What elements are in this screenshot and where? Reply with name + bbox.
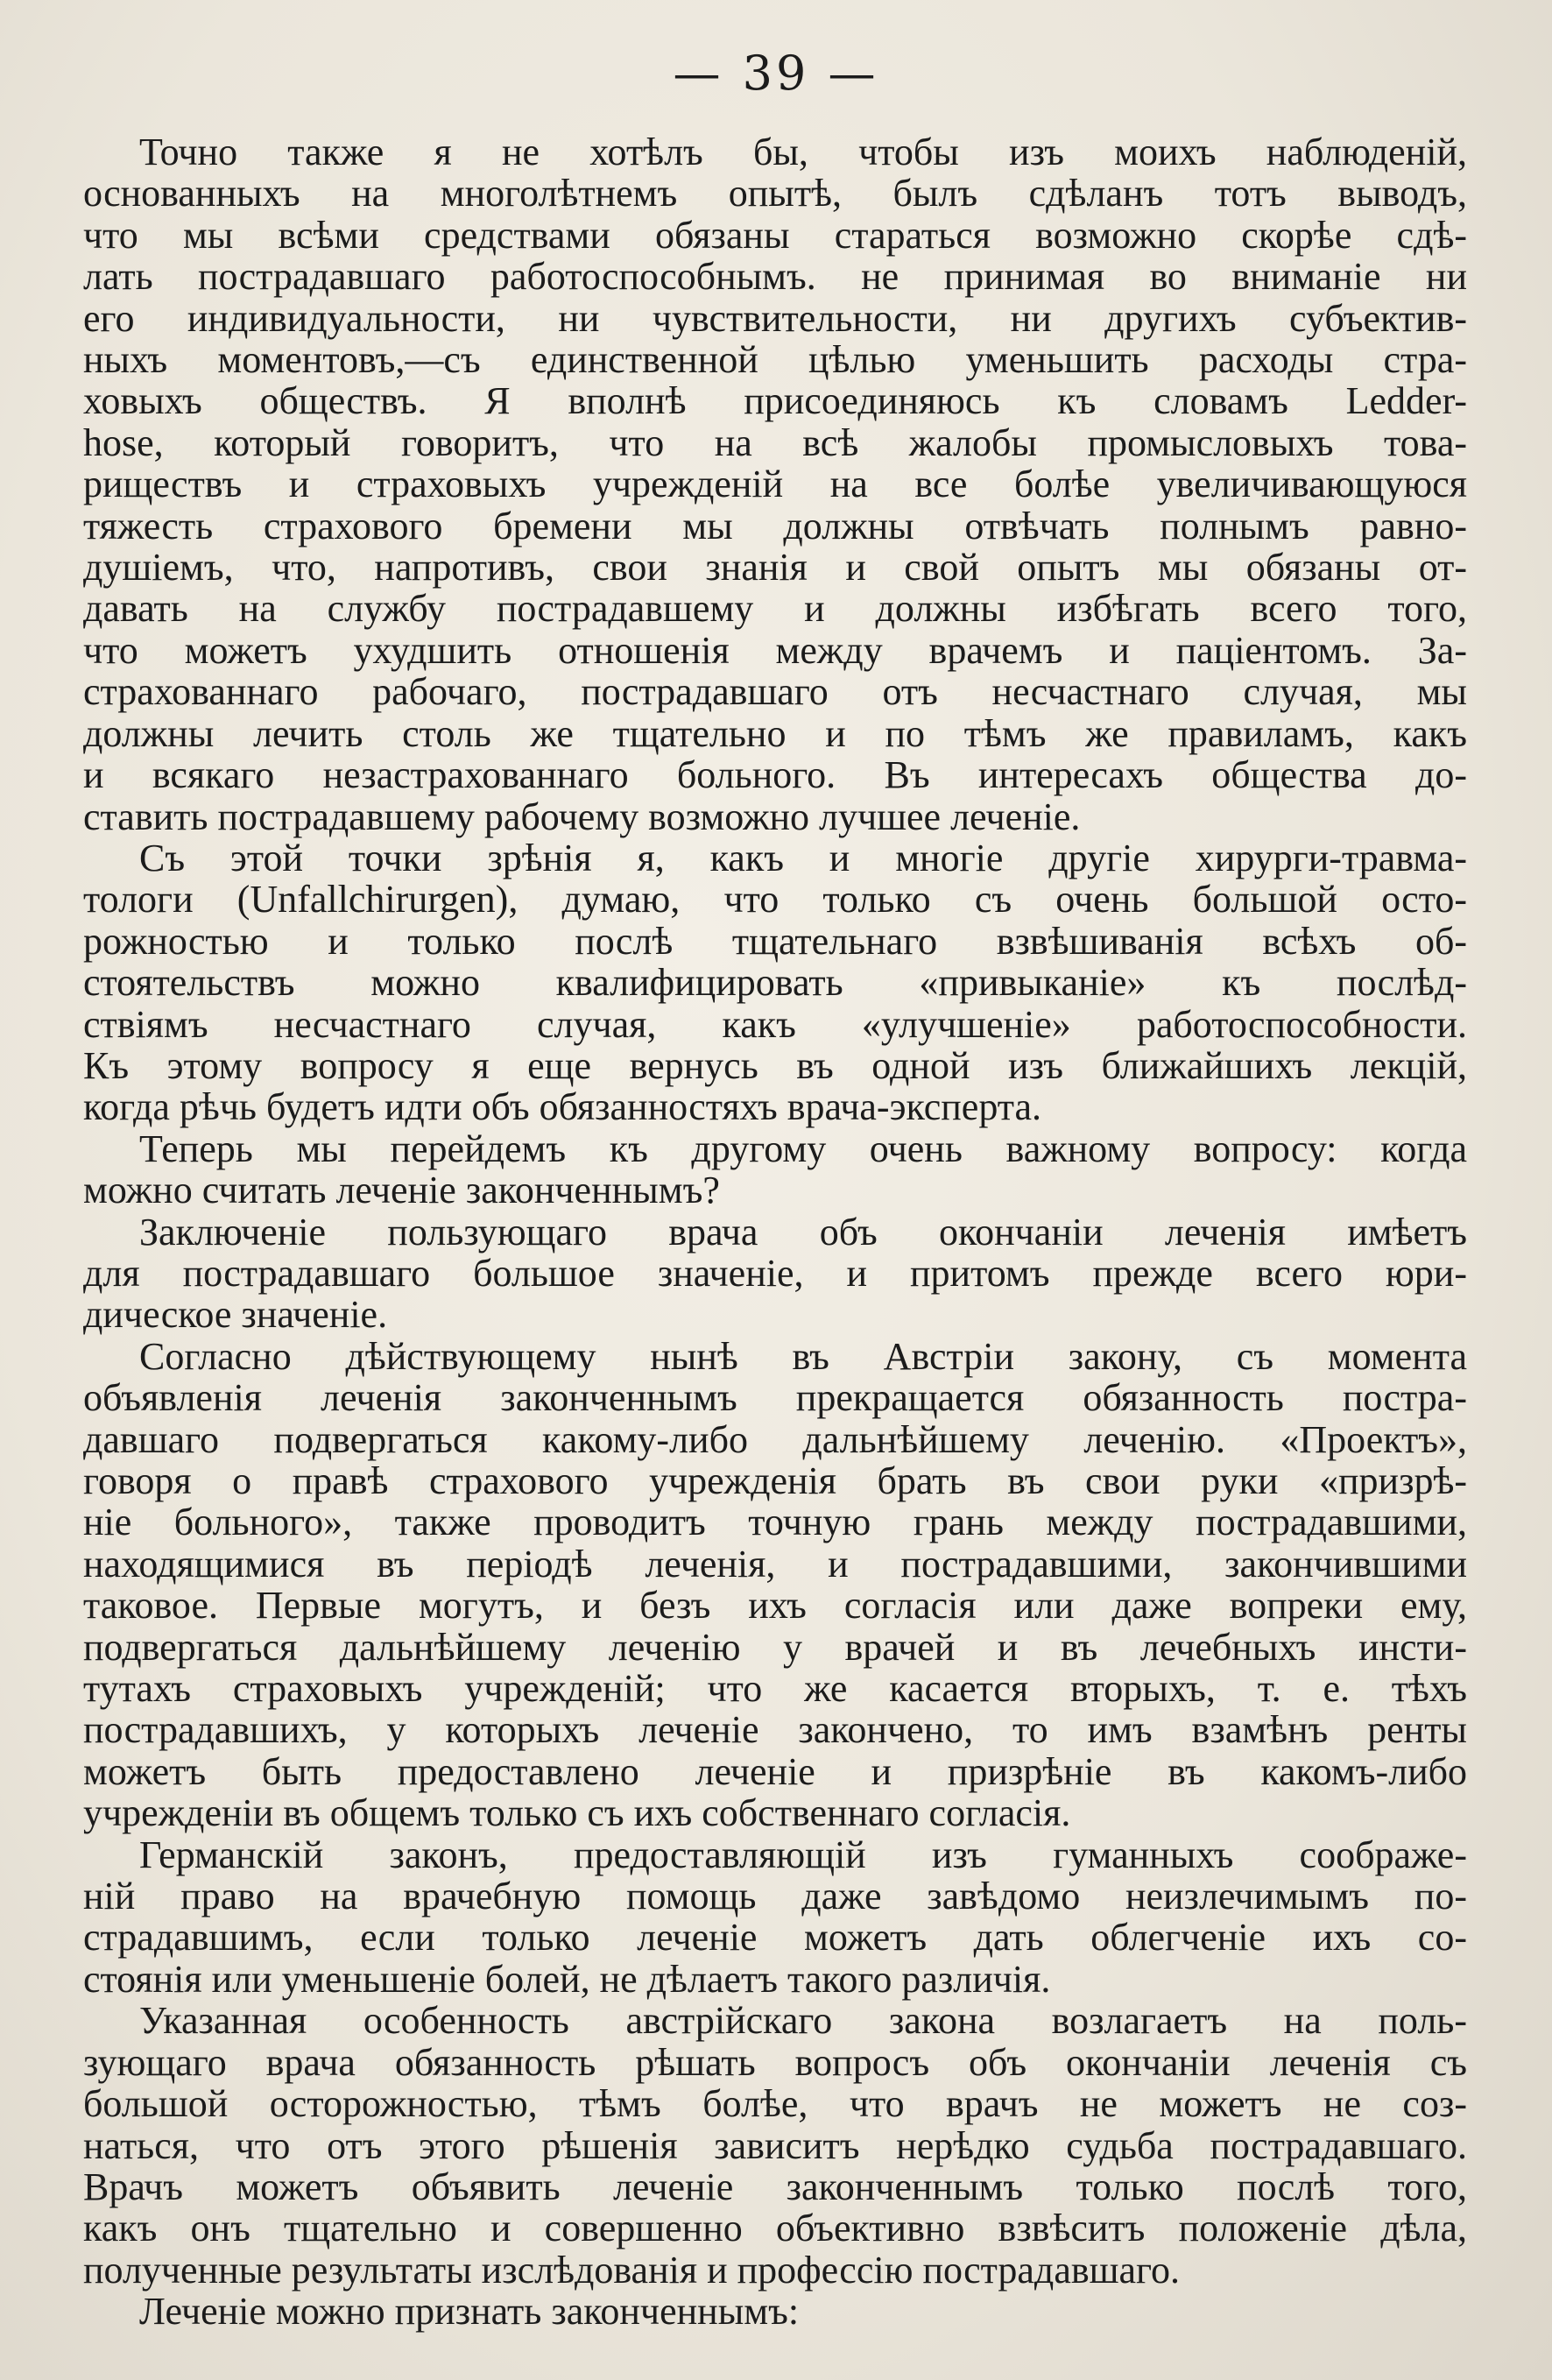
text-line: что мы всѣми средствами обязаны стараться возможно скорѣе сдѣ- — [83, 213, 1467, 257]
text-line: объявленія леченія законченнымъ прекращается обязанность постра- — [83, 1376, 1467, 1420]
text-line: можно считать леченіе законченнымъ? — [83, 1169, 720, 1212]
text-line: страдавшимъ, если только леченіе можетъ дать облегченіе ихъ со- — [83, 1916, 1467, 1960]
text-line: Германскій законъ, предоставляющій изъ гуманныхъ соображе- — [139, 1833, 1467, 1876]
paragraph-p3 — [83, 1128, 1467, 1211]
text-line: тологи (Unfallchirurgen), думаю, что только съ очень большой осто- — [83, 878, 1467, 922]
body-text — [83, 131, 1467, 2333]
text-line: что можетъ ухудшить отношенія между врачемъ и паціентомъ. За- — [83, 628, 1467, 672]
text-line: полученные результаты изслѣдованія и профессію пострадавшаго. — [83, 2248, 1180, 2292]
paragraph-p8 — [83, 2291, 1467, 2332]
text-line: большой осторожностью, тѣмъ болѣе, что врачъ не можетъ не соз- — [83, 2082, 1467, 2126]
text-line: риществъ и страховыхъ учрежденій на все болѣе увеличивающуюся — [83, 463, 1467, 506]
text-line: дическое значеніе. — [83, 1293, 388, 1337]
text-line: стоятельствъ можно квалифицировать «привыканіе» къ послѣд- — [83, 961, 1467, 1005]
text-line: лать пострадавшаго работоспособнымъ. не принимая во вниманіе ни — [83, 255, 1467, 299]
paragraph-p4 — [83, 1211, 1467, 1336]
text-line: подвергаться дальнѣйшему леченію у врачей и въ лечебныхъ инсти- — [83, 1625, 1467, 1669]
text-line: учрежденіи въ общемъ только съ ихъ собственнаго согласія. — [83, 1791, 1071, 1835]
text-line: ніе больного», также проводитъ точную грань между пострадавшими, — [83, 1501, 1467, 1544]
text-line: говоря о правѣ страхового учрежденія брать въ свои руки «призрѣ- — [83, 1459, 1467, 1502]
text-line: рожностью и только послѣ тщательнаго взвѣшиванія всѣхъ об- — [83, 919, 1467, 963]
text-line: какъ онъ тщательно и совершенно объективно взвѣситъ положеніе дѣла, — [83, 2207, 1467, 2250]
text-line: стоянія или уменьшеніе болей, не дѣлаетъ такого различія. — [83, 1957, 1051, 2001]
text-line: для пострадавшаго большое значеніе, и притомъ прежде всего юри- — [83, 1251, 1467, 1295]
text-line: давшаго подвергаться какому-либо дальнѣйшему леченію. «Проектъ», — [83, 1417, 1467, 1461]
paragraph-p5 — [83, 1336, 1467, 1834]
text-line: ховыхъ обществъ. Я вполнѣ присоединяюсь къ словамъ Ledder- — [83, 379, 1467, 423]
text-line: ствіямъ несчастнаго случая, какъ «улучшеніе» работоспособности. — [83, 1002, 1467, 1046]
text-line: тутахъ страховыхъ учрежденій; что же касается вторыхъ, т. е. тѣхъ — [83, 1667, 1467, 1711]
paragraph-p2 — [83, 837, 1467, 1128]
text-line: наться, что отъ этого рѣшенія зависитъ нерѣдко судьба пострадавшаго. — [83, 2123, 1467, 2167]
text-line: давать на службу пострадавшему и должны избѣгать всего того, — [83, 587, 1467, 631]
text-line: находящимися въ періодѣ леченія, и пострадавшими, закончившими — [83, 1542, 1467, 1585]
text-line: ставить пострадавшему рабочему возможно лучшее леченіе. — [83, 795, 1081, 838]
text-line: когда рѣчь будетъ идти объ обязанностяхъ врача-эксперта. — [83, 1085, 1042, 1129]
text-line: Къ этому вопросу я еще вернусь въ одной изъ ближайшихъ лекцій, — [83, 1043, 1467, 1087]
text-line: hose, который говоритъ, что на всѣ жалобы промысловыхъ това- — [83, 420, 1467, 464]
text-line: таковое. Первые могутъ, и безъ ихъ согласія или даже вопреки ему, — [83, 1584, 1467, 1628]
text-line: Согласно дѣйствующему нынѣ въ Австріи закону, съ момента — [139, 1334, 1467, 1378]
text-line: ній право на врачебную помощь даже завѣдомо неизлечимымъ по- — [83, 1875, 1467, 1918]
page-number: — 39 — — [673, 46, 879, 101]
text-line: Заключеніе пользующаго врача объ окончаніи леченія имѣетъ — [139, 1210, 1467, 1254]
text-line: тяжесть страхового бремени мы должны отвѣчать полнымъ равно- — [83, 504, 1467, 547]
text-line: основанныхъ на многолѣтнемъ опытѣ, былъ сдѣланъ тотъ выводъ, — [83, 172, 1467, 215]
text-line: должны лечить столь же тщательно и по тѣмъ же правиламъ, какъ — [83, 711, 1467, 755]
paragraph-p6 — [83, 1834, 1467, 2001]
text-line: Съ этой точки зрѣнія я, какъ и многіе другіе хирурги-травма- — [139, 836, 1467, 879]
text-line: и всякаго незастрахованнаго больного. Въ интересахъ общества до- — [83, 753, 1467, 797]
text-line: Точно также я не хотѣлъ бы, чтобы изъ моихъ наблюденій, — [139, 131, 1467, 173]
text-line: его индивидуальности, ни чувствительности, ни другихъ субъектив- — [83, 296, 1467, 340]
text-line: ныхъ моментовъ,—съ единственной цѣлью уменьшить расходы стра- — [83, 338, 1467, 382]
text-line: Леченіе можно признать законченнымъ: — [139, 2290, 800, 2334]
text-line: Врачъ можетъ объявить леченіе законченнымъ только послѣ того, — [83, 2165, 1467, 2208]
paragraph-p7 — [83, 2000, 1467, 2291]
text-line: Теперь мы перейдемъ къ другому очень важному вопросу: когда — [139, 1126, 1467, 1170]
text-line: Указанная особенность австрійскаго закона возлагаетъ на поль- — [139, 1999, 1467, 2043]
text-line: зующаго врача обязанность рѣшать вопросъ объ окончаніи леченія съ — [83, 2040, 1467, 2084]
paragraph-p1 — [83, 131, 1467, 837]
text-line: страхованнаго рабочаго, пострадавшаго отъ несчастнаго случая, мы — [83, 670, 1467, 714]
text-line: можетъ быть предоставлено леченіе и призрѣніе въ какомъ-либо — [83, 1749, 1467, 1793]
text-line: душіемъ, что, напротивъ, свои знанія и свой опытъ мы обязаны от- — [83, 546, 1467, 590]
text-line: пострадавшихъ, у которыхъ леченіе закончено, то имъ взамѣнъ ренты — [83, 1708, 1467, 1752]
